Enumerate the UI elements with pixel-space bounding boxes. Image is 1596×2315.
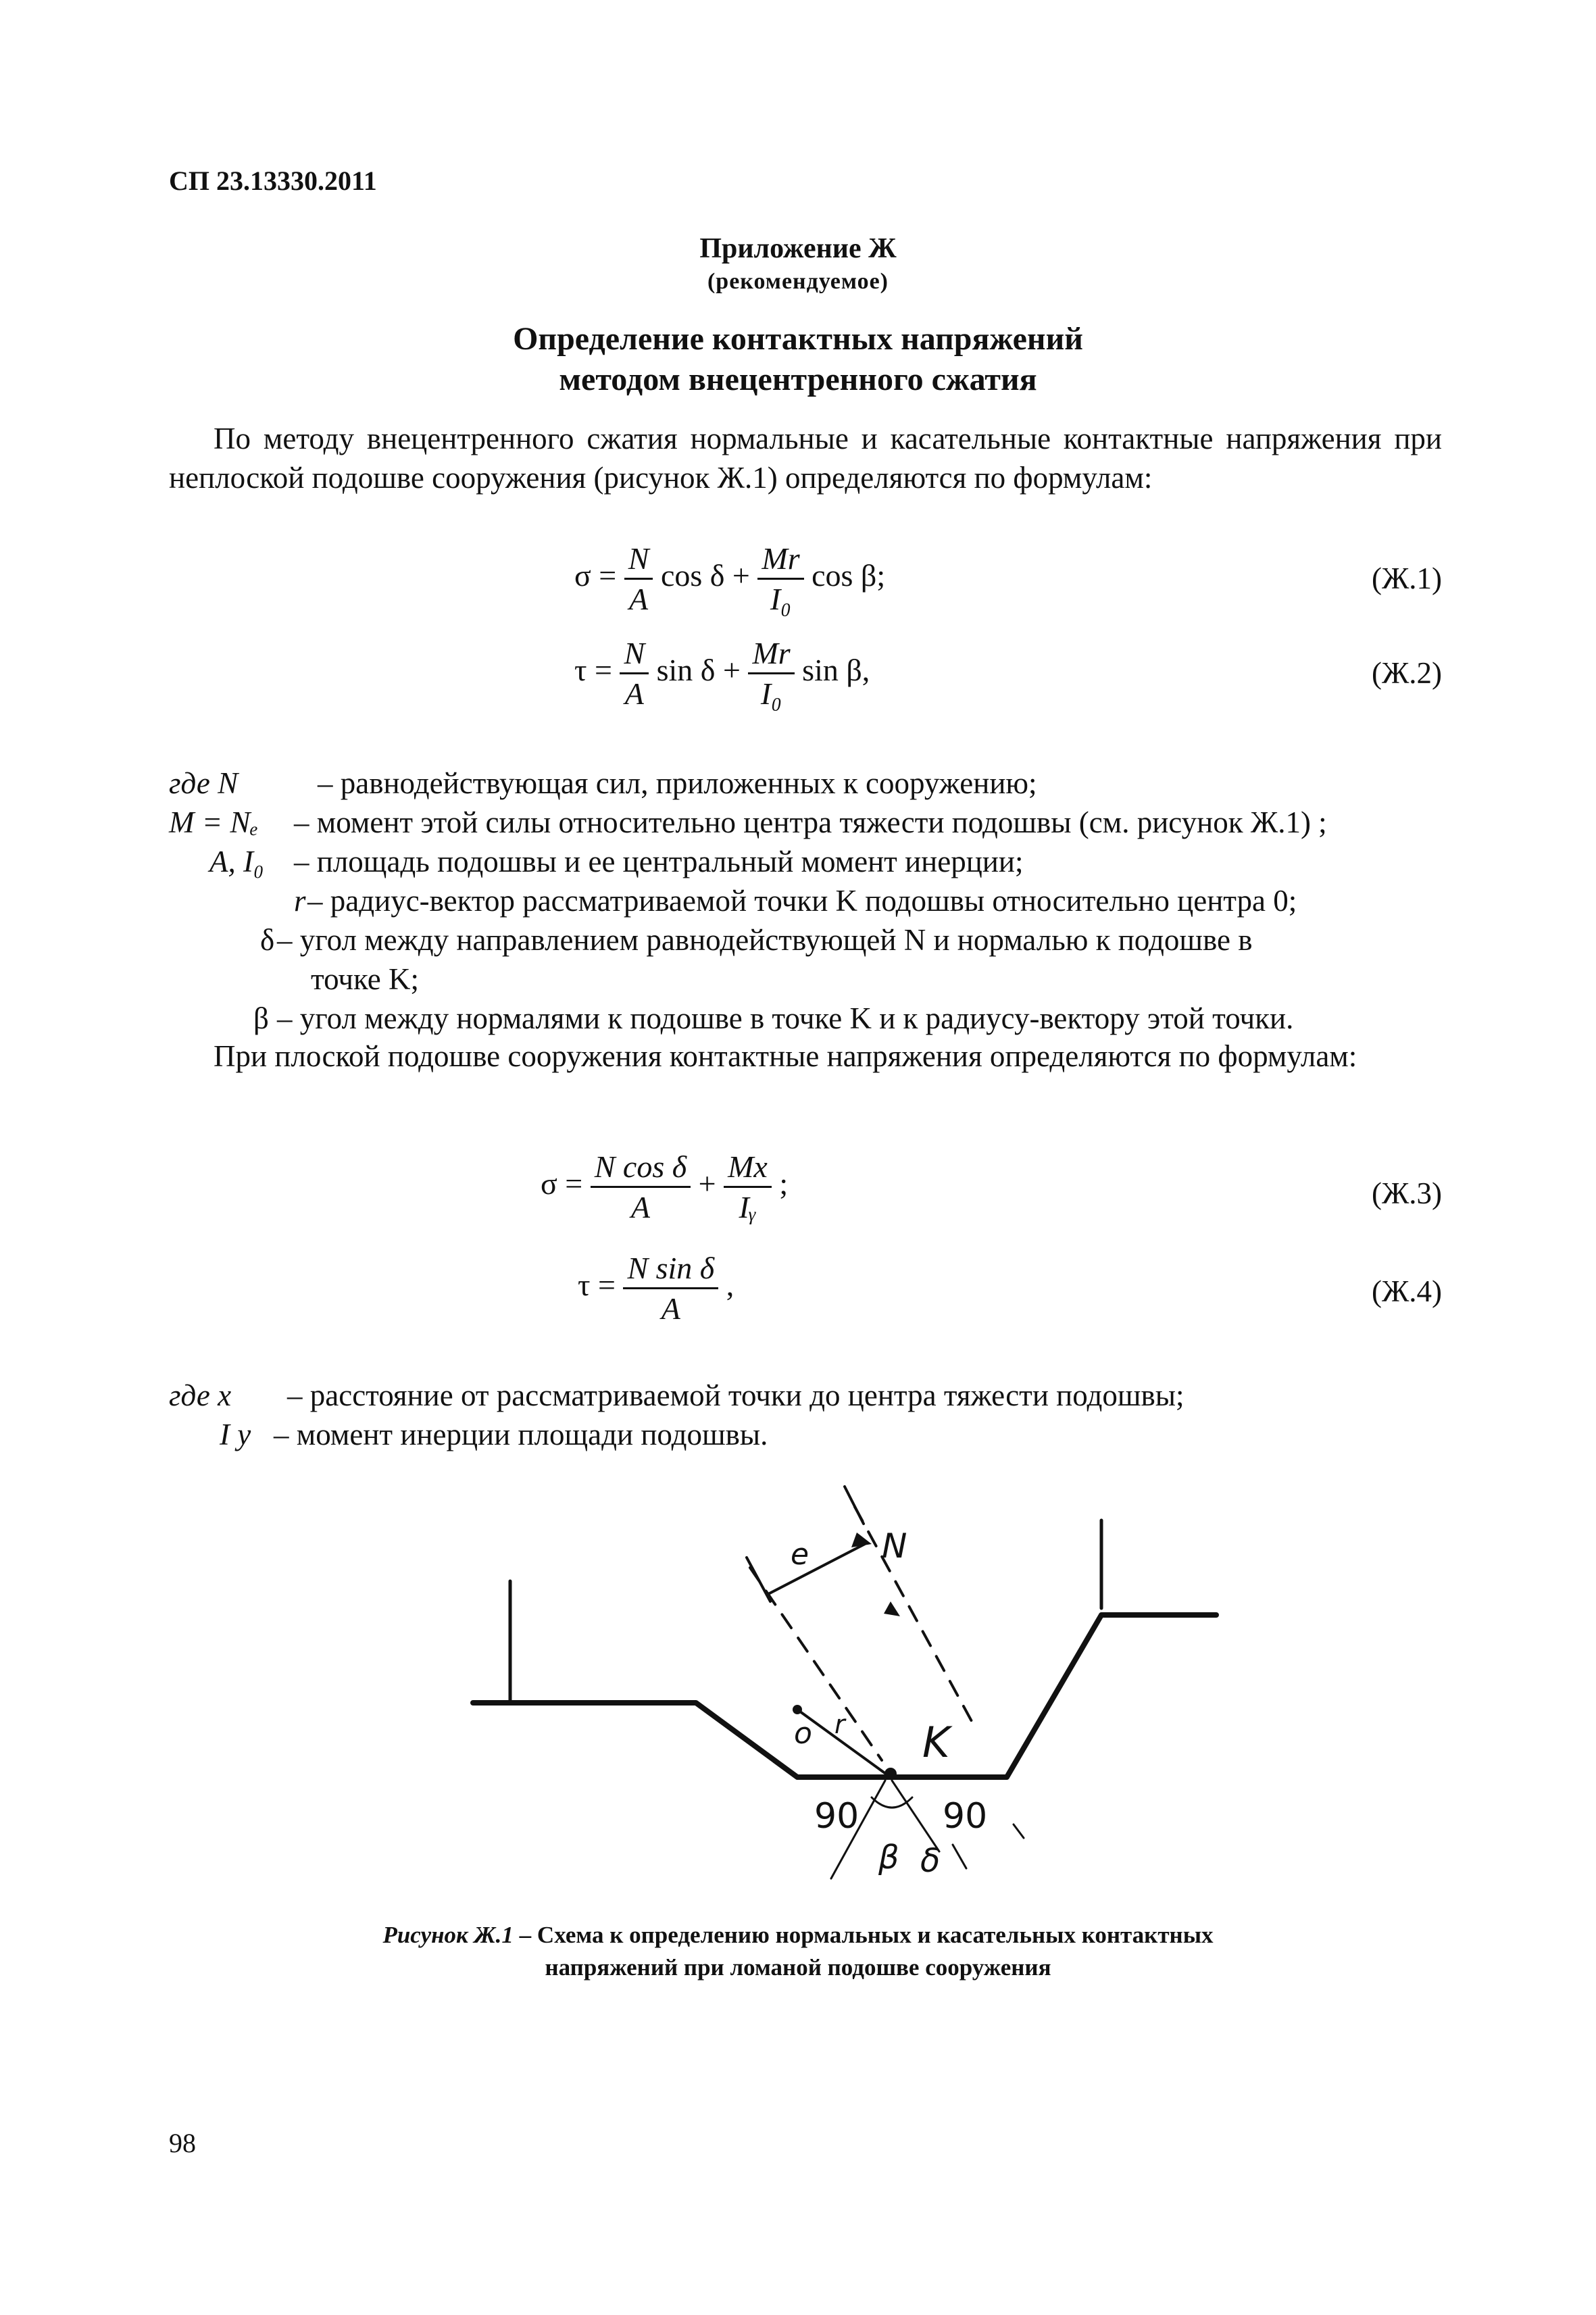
eq3-f2-denominator: Iᵧ xyxy=(739,1190,757,1224)
label-o: o xyxy=(794,1716,812,1751)
label-r: r xyxy=(834,1710,845,1739)
label-e: e xyxy=(791,1537,809,1572)
label-delta: δ xyxy=(920,1842,941,1880)
eq3-f1-denominator: A xyxy=(630,1190,650,1224)
eq4-term2: , xyxy=(726,1268,734,1303)
appendix-title: Приложение Ж xyxy=(699,233,897,264)
def-delta-text: – угол между направлением равнодействующей N и нормалью к подошве в xyxy=(277,923,1253,957)
eq1-number: (Ж.1) xyxy=(1372,562,1443,595)
eq2-f1-numerator: N xyxy=(620,635,649,674)
def-r-text: – радиус-вектор рассматриваемой точки K подошвы относительно центра 0; xyxy=(307,884,1297,918)
document-header: СП 23.13330.2011 xyxy=(169,166,377,196)
right-90-tick xyxy=(1014,1824,1024,1838)
eq1-term2: cos β; xyxy=(812,558,886,593)
dashed-force-line xyxy=(855,1507,976,1730)
label-left-90: 90 xyxy=(814,1796,859,1837)
dashed-axis-o xyxy=(750,1568,882,1760)
def-n-text: – равнодействующая сил, приложенных к сооружению; xyxy=(318,766,1037,800)
angle-arc xyxy=(872,1797,912,1808)
def-a-symbol: A, I₀ xyxy=(209,845,264,878)
def-n-symbol: где N xyxy=(169,766,239,800)
eq3-plus: + xyxy=(698,1166,716,1201)
force-mid-arrow xyxy=(884,1601,900,1616)
label-beta: β xyxy=(878,1839,899,1876)
eq3-lhs: σ = xyxy=(541,1166,583,1201)
eq2-term1: sin δ + xyxy=(656,653,741,688)
delta-tick xyxy=(953,1845,966,1868)
eq4-number: (Ж.4) xyxy=(1372,1274,1443,1308)
eq2-lhs: τ = xyxy=(574,653,612,688)
eq4-f1-denominator: A xyxy=(661,1291,680,1326)
foundation-base-profile xyxy=(473,1615,1216,1777)
def-a-text: – площадь подошвы и ее центральный момент инерции; xyxy=(294,845,1024,878)
def-beta-symbol: β xyxy=(253,1001,269,1035)
eq1-term1: cos δ + xyxy=(660,558,750,593)
eq1-f1-numerator: N xyxy=(624,541,653,580)
center-point-o xyxy=(793,1705,802,1714)
def-iy-text: – момент инерции площади подошвы. xyxy=(274,1418,768,1451)
force-extension-line xyxy=(845,1487,864,1524)
def-delta-continuation: точке K; xyxy=(311,962,420,996)
def-iy-symbol: I y xyxy=(220,1418,251,1451)
page-number: 98 xyxy=(169,2128,196,2158)
heading-line-2: методом внецентренного сжатия xyxy=(559,362,1037,397)
eq2-term2: sin β, xyxy=(802,653,870,688)
def-m-text: – момент этой силы относительно центра тяжести подошвы (см. рисунок Ж.1) ; xyxy=(294,805,1327,839)
eq1-f1-denominator: A xyxy=(629,582,649,616)
eq3-number: (Ж.3) xyxy=(1372,1176,1443,1210)
eq3-f1-numerator: N cos δ xyxy=(591,1149,691,1188)
eq3-f2-numerator: Mx xyxy=(724,1149,772,1188)
label-right-90: 90 xyxy=(943,1796,988,1837)
def-r-symbol: r xyxy=(294,884,306,918)
label-n: N xyxy=(882,1526,907,1566)
eq2-f2-numerator: Mr xyxy=(748,635,794,674)
def-x-text: – расстояние от рассматриваемой точки до центра тяжести подошвы; xyxy=(287,1378,1184,1412)
eq2-number: (Ж.2) xyxy=(1372,656,1443,690)
label-k: K xyxy=(922,1718,950,1767)
eq1-f2-denominator: I₀ xyxy=(770,582,792,616)
intro-text: По методу внецентренного сжатия нормальные и касательные контактные напряжения при неплоской подошве сооружения (рисунок Ж.1) определяются по формулам: xyxy=(169,422,1442,495)
appendix-status: (рекомендуемое) xyxy=(707,269,889,294)
flat-intro-text: При плоской подошве сооружения контактные напряжения определяются по формулам: xyxy=(214,1039,1357,1073)
e-dimension-line xyxy=(767,1544,865,1595)
eq4-f1-numerator: N sin δ xyxy=(623,1250,718,1289)
eq1-lhs: σ = xyxy=(574,558,617,593)
caption-line-2: напряжений при ломаной подошве сооружения xyxy=(545,1954,1051,1981)
def-beta-text: – угол между нормалями к подошве в точке K и к радиусу-вектору этой точки. xyxy=(277,1001,1294,1035)
point-k xyxy=(884,1768,897,1780)
eq3-term2: ; xyxy=(779,1166,789,1201)
eq1-f2-numerator: Mr xyxy=(757,541,803,580)
def-delta-symbol: δ xyxy=(260,923,275,957)
def-x-symbol: где x xyxy=(169,1378,232,1412)
e-left-tick xyxy=(747,1558,770,1601)
figure-caption xyxy=(0,1919,1596,1984)
eq2-f2-denominator: I₀ xyxy=(760,676,782,711)
caption-label: Рисунок Ж.1 xyxy=(382,1922,514,1948)
def-m-symbol: M = Nₑ xyxy=(169,805,259,839)
heading-line-1: Определение контактных напряжений xyxy=(513,321,1083,357)
eq4-lhs: τ = xyxy=(578,1268,616,1303)
eq2-f1-denominator: A xyxy=(624,676,644,711)
caption-text: – Схема к определению нормальных и касательных контактных xyxy=(513,1922,1214,1948)
